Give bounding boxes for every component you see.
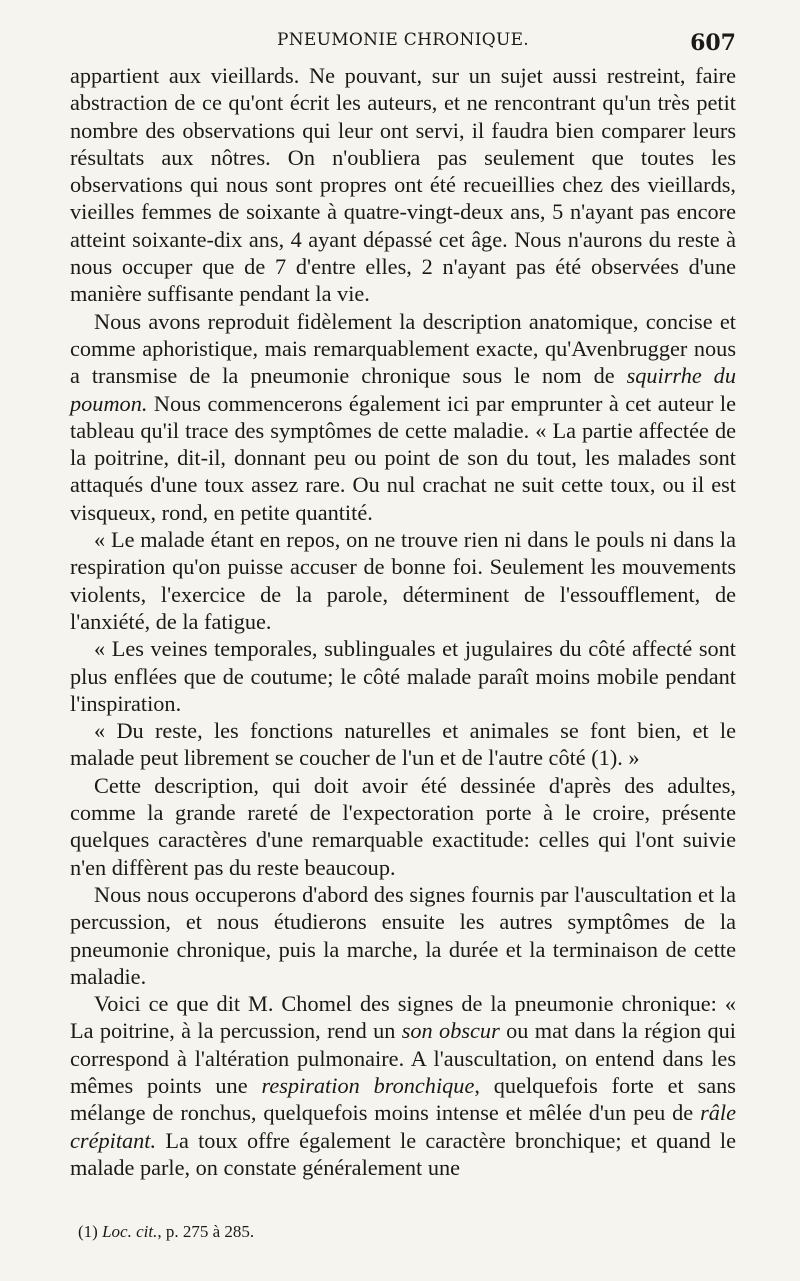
footnote-mark: (1) — [78, 1222, 98, 1241]
paragraph — [70, 526, 736, 635]
paragraph — [70, 772, 736, 881]
running-title: PNEUMONIE CHRONIQUE. — [276, 30, 530, 50]
text-run: Nous nous occuperons d'abord des signes fournis par l'auscultation et la percussion, et nous étudierons ensuite les autres symptômes de la pneumonie chronique, puis la marche, la durée et la terminaison de cette maladie. — [70, 881, 736, 989]
text-run: La toux offre également le caractère bronchique; et quand le malade parle, on constate généralement une — [70, 1127, 736, 1180]
text-run: Cette description, qui doit avoir été dessinée d'après des adultes, comme la grande rareté de l'expectoration porte à le croire, présente quelques caractères d'une remarquable exactitude: celles qui l'ont suivie n'en diffèrent pas du reste beaucoup. — [70, 772, 736, 880]
text-run: Nous avons reproduit fidèlement la description anatomique, concise et comme aphoristique, mais remarquablement exacte, qu'Avenbrugger nous a transmise de la pneumonie chronique sous le nom de — [70, 308, 736, 389]
text-run: ou mat dans la région qui correspond à l'altération pulmonaire. A l'auscultation, on entend dans les mêmes points une — [70, 1018, 737, 1098]
text-run: « Le malade étant en repos, on ne trouve rien ni dans le pouls ni dans la respiration qu'on puisse accuser de bonne foi. Seulement les mouvements violents, l'exercice de la parole, déterminent de l'essoufflement, de l'anxiété, de la fatigue. — [70, 527, 736, 634]
text-run: Voici ce que dit M. Chomel des signes de la pneumonie chronique: « La poitrine, à la percussion, rend un — [70, 991, 736, 1044]
footnote-pages: , p. 275 à 285. — [157, 1222, 255, 1241]
text-run: appartient aux vieillards. Ne pouvant, sur un sujet aussi restreint, faire abstraction de ce qu'ont écrit les auteurs, et ne rencontrant qu'un très petit nombre des observations qui leur ont servi, il faudra bien comparer leurs résultats aux nôtres. On n'oubliera pas seulement que toutes les observations qui nous sont propres ont été recueillies chez des vieillards, vieilles femmes de soixante à quatre-vingt-deux ans, 5 n'ayant pas encore atteint soixante-dix ans, 4 ayant dépassé cet âge. Nous n'aurons du reste à nous occuper que de 7 d'entre elles, 2 n'ayant pas été observées d'une manière suffisante pendant la vie. — [70, 63, 736, 307]
footnote — [78, 1222, 254, 1242]
body-text — [70, 62, 736, 1181]
text-run: « Les veines temporales, sublinguales et jugulaires du côté affecté sont plus enflées que de coutume; le côté malade paraît moins mobile pendant l'inspiration. — [70, 636, 736, 716]
paragraph — [70, 881, 736, 990]
text-run: Nous commencerons également ici par emprunter à cet auteur le tableau qu'il trace des symptômes de cette maladie. « La partie affectée de la poitrine, dit-il, donnant peu ou point de son du tout, les malades sont attaqués d'une toux assez rare. Ou nul crachat ne suit cette toux, ou il est visqueux, rond, en petite quantité. — [70, 390, 736, 525]
paragraph — [70, 62, 736, 308]
text-run: , quelquefois forte et sans mélange de ronchus, quelquefois moins intense et mêlée d'un peu de — [70, 1072, 736, 1126]
italic-run: son obscur — [401, 1018, 500, 1044]
italic-run: respiration bronchique — [261, 1072, 475, 1098]
page-number: 607 — [690, 30, 736, 56]
italic-run: râle crépitant. — [70, 1100, 736, 1153]
paragraph — [70, 717, 736, 772]
paragraph — [70, 635, 736, 717]
paragraph — [70, 308, 736, 526]
footnote-source: Loc. cit. — [102, 1222, 158, 1241]
italic-run: squirrhe du poumon. — [70, 363, 736, 416]
running-head — [70, 22, 736, 62]
text-run: « Du reste, les fonctions naturelles et animales se font bien, et le malade peut librement se coucher de l'un et de l'autre côté (1). » — [70, 718, 736, 771]
paragraph — [70, 990, 736, 1181]
